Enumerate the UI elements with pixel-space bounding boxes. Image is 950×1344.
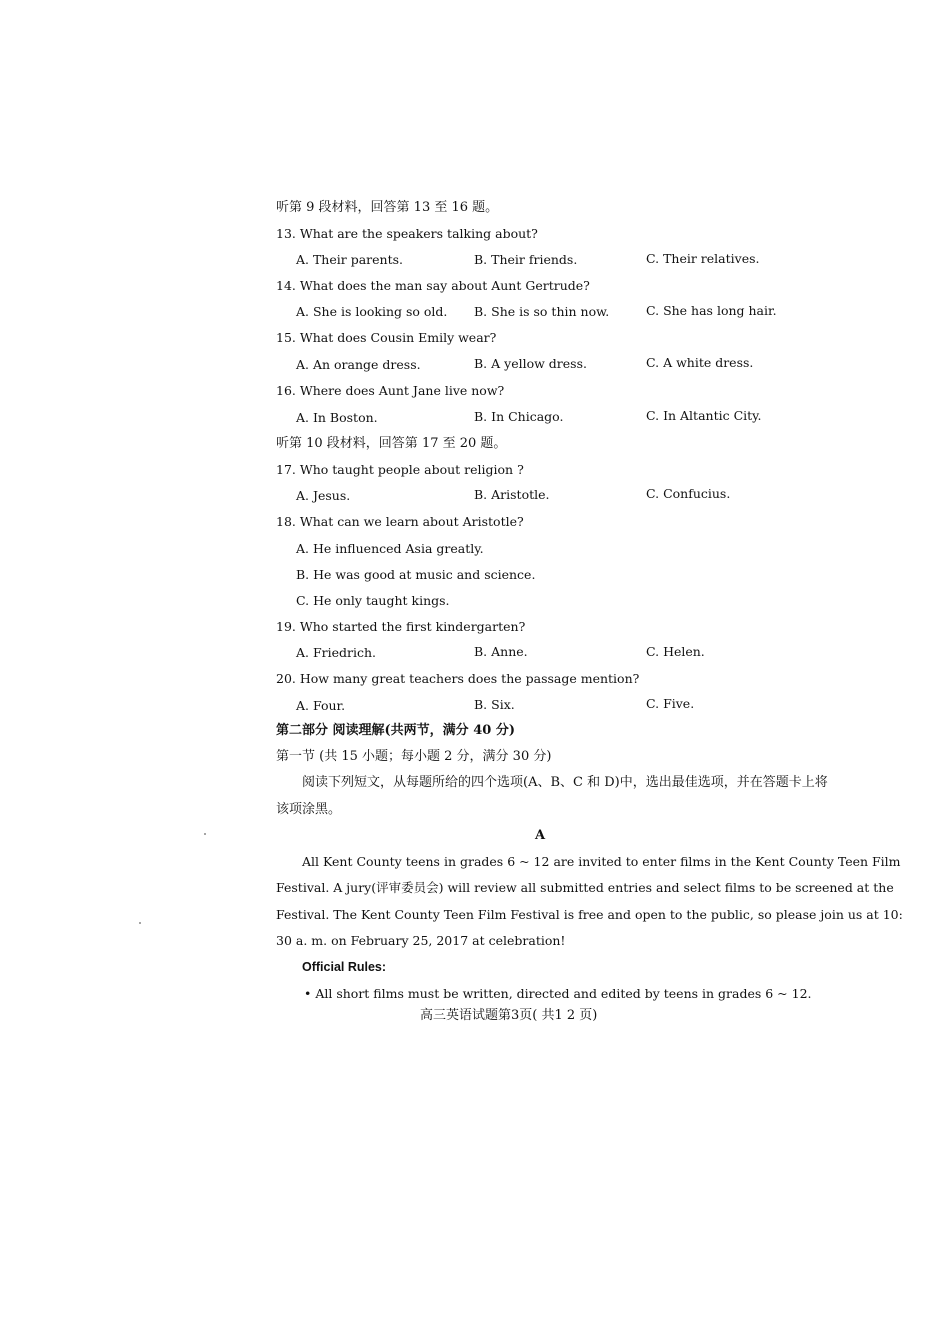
part2-section1: 第一节 (共 15 小题；每小题 2 分，满分 30 分) xyxy=(276,749,552,764)
q17-option-a: A. Jesus. xyxy=(296,488,351,503)
q15-option-a: A. An orange dress. xyxy=(296,357,421,372)
q15-option-c: C. A white dress. xyxy=(646,355,754,370)
instructions-line1: 阅读下列短文，从每题所给的四个选项(A、B、C 和 D)中，选出最佳选项，并在答题卡上将 xyxy=(302,775,828,790)
q19-option-a: A. Friedrich. xyxy=(296,645,377,660)
part2-title: 第二部分 阅读理解(共两节，满分 40 分) xyxy=(276,723,515,738)
passage-line: Festival. A jury(评审委员会) will review all submitted entries and select films to be screened at the xyxy=(276,880,894,895)
q20-option-a: A. Four. xyxy=(296,698,346,713)
q13-option-b: B. Their friends. xyxy=(474,252,578,267)
section9-intro: 听第 9 段材料，回答第 13 至 16 题。 xyxy=(276,200,499,215)
q19-option-c: C. Helen. xyxy=(646,644,705,659)
question-16: 16. Where does Aunt Jane live now? xyxy=(276,383,505,398)
question-17: 17. Who taught people about religion ? xyxy=(276,462,524,477)
scan-speck xyxy=(139,922,141,924)
section10-intro: 听第 10 段材料，回答第 17 至 20 题。 xyxy=(276,436,507,451)
passage-line: 30 a. m. on February 25, 2017 at celebration! xyxy=(276,933,566,948)
q17-option-b: B. Aristotle. xyxy=(474,487,550,502)
q20-option-b: B. Six. xyxy=(474,697,515,712)
q14-option-b: B. She is so thin now. xyxy=(474,304,610,319)
q18-option-a: A. He influenced Asia greatly. xyxy=(296,541,484,556)
question-18: 18. What can we learn about Aristotle? xyxy=(276,514,524,529)
q14-option-c: C. She has long hair. xyxy=(646,303,777,318)
q18-option-c: C. He only taught kings. xyxy=(296,593,450,608)
passage-line: All Kent County teens in grades 6 ~ 12 are invited to enter films in the Kent County Teen Film xyxy=(302,854,901,869)
passage-line: Festival. The Kent County Teen Film Festival is free and open to the public, so please join us at 10: xyxy=(276,907,903,922)
rules-heading: Official Rules: xyxy=(302,960,387,974)
q13-option-c: C. Their relatives. xyxy=(646,251,760,266)
scan-speck xyxy=(204,833,206,835)
q18-option-b: B. He was good at music and science. xyxy=(296,567,536,582)
q19-option-b: B. Anne. xyxy=(474,644,528,659)
page-footer: 高三英语试题第3页( 共1 2 页) xyxy=(420,1008,598,1023)
passage-label: A xyxy=(535,828,546,843)
q20-option-c: C. Five. xyxy=(646,696,695,711)
q16-option-b: B. In Chicago. xyxy=(474,409,564,424)
q13-option-a: A. Their parents. xyxy=(296,252,403,267)
question-20: 20. How many great teachers does the passage mention? xyxy=(276,671,640,686)
instructions-line2: 该项涂黑。 xyxy=(276,802,342,817)
question-14: 14. What does the man say about Aunt Gertrude? xyxy=(276,278,590,293)
q16-option-a: A. In Boston. xyxy=(296,410,378,425)
question-13: 13. What are the speakers talking about? xyxy=(276,226,538,241)
question-19: 19. Who started the first kindergarten? xyxy=(276,619,526,634)
q15-option-b: B. A yellow dress. xyxy=(474,356,587,371)
rule-item: • All short films must be written, directed and edited by teens in grades 6 ~ 12. xyxy=(304,986,812,1001)
question-15: 15. What does Cousin Emily wear? xyxy=(276,330,497,345)
q14-option-a: A. She is looking so old. xyxy=(296,304,448,319)
q17-option-c: C. Confucius. xyxy=(646,486,731,501)
q16-option-c: C. In Altantic City. xyxy=(646,408,762,423)
